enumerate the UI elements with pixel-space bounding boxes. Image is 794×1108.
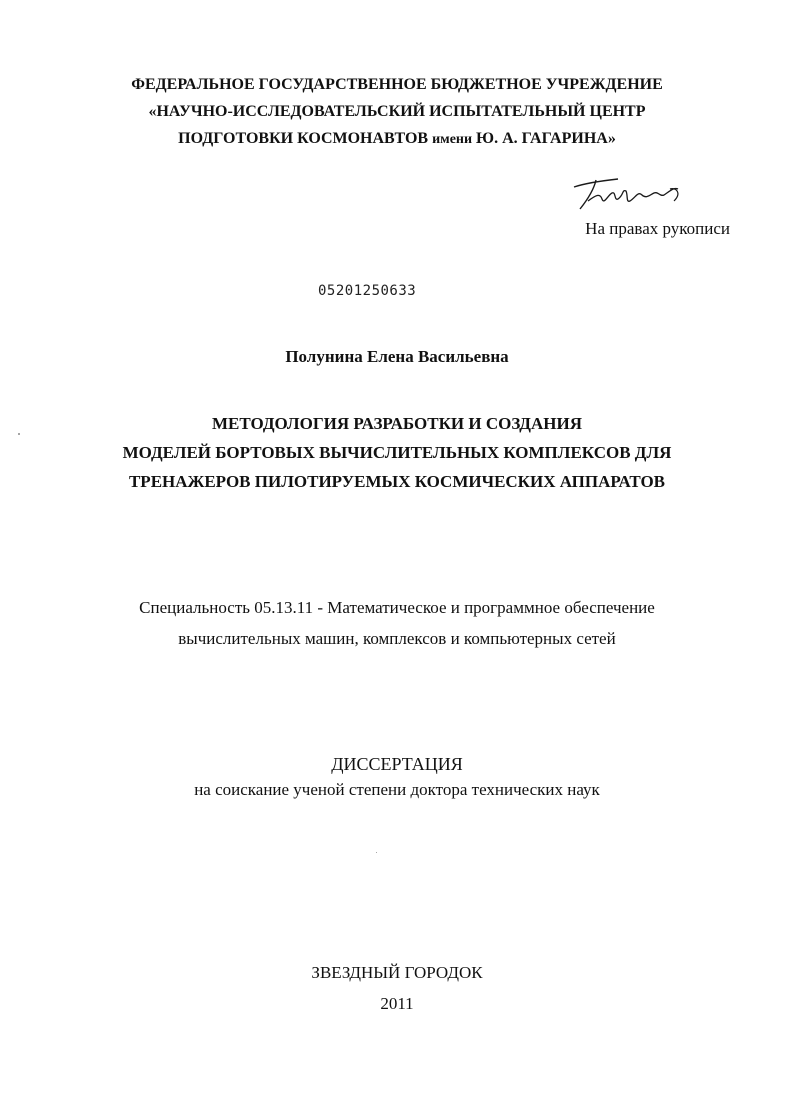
city-name: ЗВЕЗДНЫЙ ГОРОДОК [311, 963, 483, 982]
document-number: 05201250633 [318, 283, 417, 299]
organization-header [0, 71, 794, 153]
title-line-1: МЕТОДОЛОГИЯ РАЗРАБОТКИ И СОЗДАНИЯ [211, 414, 582, 433]
manuscript-rights-label: На правах рукописи [585, 219, 730, 238]
org-line-3-part-c: Ю. А. ГАГАРИНА» [472, 130, 616, 147]
specialty-line-2: вычислительных машин, комплексов и компьютерных сетей [178, 629, 616, 648]
org-line-2: «НАУЧНО-ИССЛЕДОВАТЕЛЬСКИЙ ИСПЫТАТЕЛЬНЫЙ ЦЕНТР [148, 103, 646, 120]
author-name: Полунина Елена Васильевна [285, 347, 509, 366]
scan-speck [376, 852, 377, 853]
dissertation-title [0, 409, 794, 496]
org-line-3 [0, 125, 794, 153]
dissertation-block [0, 751, 794, 803]
handwritten-signature [566, 165, 686, 220]
title-line-3: ТРЕНАЖЕРОВ ПИЛОТИРУЕМЫХ КОСМИЧЕСКИХ АППАРАТОВ [128, 472, 666, 491]
dissertation-subheading: на соискание ученой степени доктора технических наук [194, 780, 600, 799]
specialty-line-1: Специальность 05.13.11 - Математическое и программное обеспечение [139, 598, 655, 617]
org-line-1: ФЕДЕРАЛЬНОЕ ГОСУДАРСТВЕННОЕ БЮДЖЕТНОЕ УЧРЕЖДЕНИЕ [131, 76, 663, 93]
title-line-2: МОДЕЛЕЙ БОРТОВЫХ ВЫЧИСЛИТЕЛЬНЫХ КОМПЛЕКСОВ ДЛЯ [122, 443, 672, 462]
org-line-3-part-b: имени [432, 132, 473, 147]
year: 2011 [380, 994, 414, 1013]
footer-block [0, 957, 794, 1019]
specialty-block [0, 592, 794, 654]
org-line-3-part-a: ПОДГОТОВКИ КОСМОНАВТОВ [178, 130, 433, 147]
scan-speck [18, 433, 20, 435]
dissertation-heading: ДИССЕРТАЦИЯ [331, 754, 463, 774]
